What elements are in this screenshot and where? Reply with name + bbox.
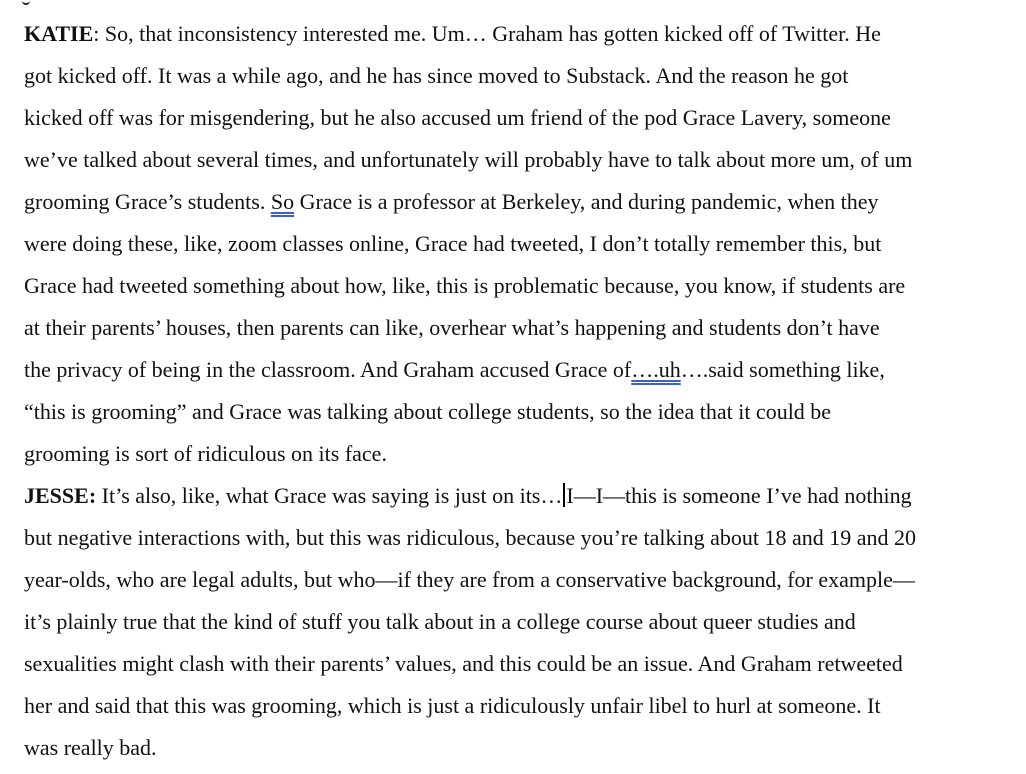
- grammar-flag-so[interactable]: So: [270, 189, 295, 214]
- jesse-line-4: it’s plainly true that the kind of stuff you talk about in a college course about queer studies and: [24, 609, 856, 634]
- katie-line-10: “this is grooming” and Grace was talking about college students, so the idea that it could be: [24, 399, 832, 424]
- katie-line-3: kicked off was for misgendering, but he also accused um friend of the pod Grace Lavery, someone: [24, 105, 891, 130]
- jesse-line-6: her and said that this was grooming, which is just a ridiculously unfair libel to hurl at someone. It: [24, 693, 881, 718]
- jesse-line-3: year-olds, who are legal adults, but who—if they are from a conservative background, for example—: [24, 567, 915, 592]
- katie-line-1: So, that inconsistency interested me. Um… Graham has gotten kicked off of Twitter. He: [104, 21, 881, 46]
- jesse-line-1-end: I—I—this is someone I’ve had nothing: [566, 483, 912, 508]
- grammar-flag-uh[interactable]: ….uh: [631, 357, 681, 382]
- katie-line-7: Grace had tweeted something about how, like, this is problematic because, you know, if students are: [24, 273, 906, 298]
- katie-line-4: we’ve talked about several times, and unfortunately will probably have to talk about more um, of um: [24, 147, 913, 172]
- katie-line-5-end: Grace is a professor at Berkeley, and during pandemic, when they: [294, 189, 879, 214]
- katie-line-2: got kicked off. It was a while ago, and he has since moved to Substack. And the reason he got: [24, 63, 849, 88]
- previous-line-fragment: [22, 0, 30, 5]
- katie-paragraph[interactable]: KATIE: So, that inconsistency interested me. Um… Graham has gotten kicked off of Twitter. He got kicked off. It was a while ago, and he has since moved to Substack. And the reason he got kicked off was for misgendering, but he also accused um friend of the pod Grace Lavery, someone we’ve talked about several times, and unfortunately will probably have to talk about more um, of um grooming Grace’s students. So Grace is a professor at Berkeley, and during pandemic, when they were doing these, like, zoom classes online, Grace had tweeted, I don’t totally remember this, but Grace had tweeted something about how, like, this is problematic because, you know, if students are at their parents’ houses, then parents can like, overhear what’s happening and students don’t have the privacy of being in the classroom. And Graham accused Grace of….uh….said something like, “this is grooming” and Grace was talking about college students, so the idea that it could be grooming is sort of ridiculous on its face.: [24, 21, 913, 466]
- jesse-paragraph[interactable]: [24, 475, 1002, 769]
- katie-line-6: were doing these, like, zoom classes online, Grace had tweeted, I don’t totally remember this, but: [24, 231, 882, 256]
- katie-line-5-start: grooming Grace’s students.: [24, 189, 271, 214]
- jesse-line-1-start: It’s also, like, what Grace was saying is just on its…: [96, 483, 563, 508]
- jesse-line-5: sexualities might clash with their parents’ values, and this could be an issue. And Graham retweeted: [24, 651, 903, 676]
- katie-line-9-end: ….said something like,: [680, 357, 885, 382]
- speaker-label-jesse: JESSE:: [24, 483, 97, 508]
- katie-line-8: at their parents’ houses, then parents can like, overhear what’s happening and students don’t have: [24, 315, 880, 340]
- jesse-line-7: was really bad.: [24, 735, 157, 760]
- speaker-label-katie: KATIE: [24, 21, 94, 46]
- jesse-line-2: but negative interactions with, but this was ridiculous, because you’re talking about 18 and 19 and 20: [24, 525, 917, 550]
- katie-line-11: grooming is sort of ridiculous on its face.: [24, 441, 387, 466]
- katie-line-9-start: the privacy of being in the classroom. And Graham accused Grace of: [24, 357, 632, 382]
